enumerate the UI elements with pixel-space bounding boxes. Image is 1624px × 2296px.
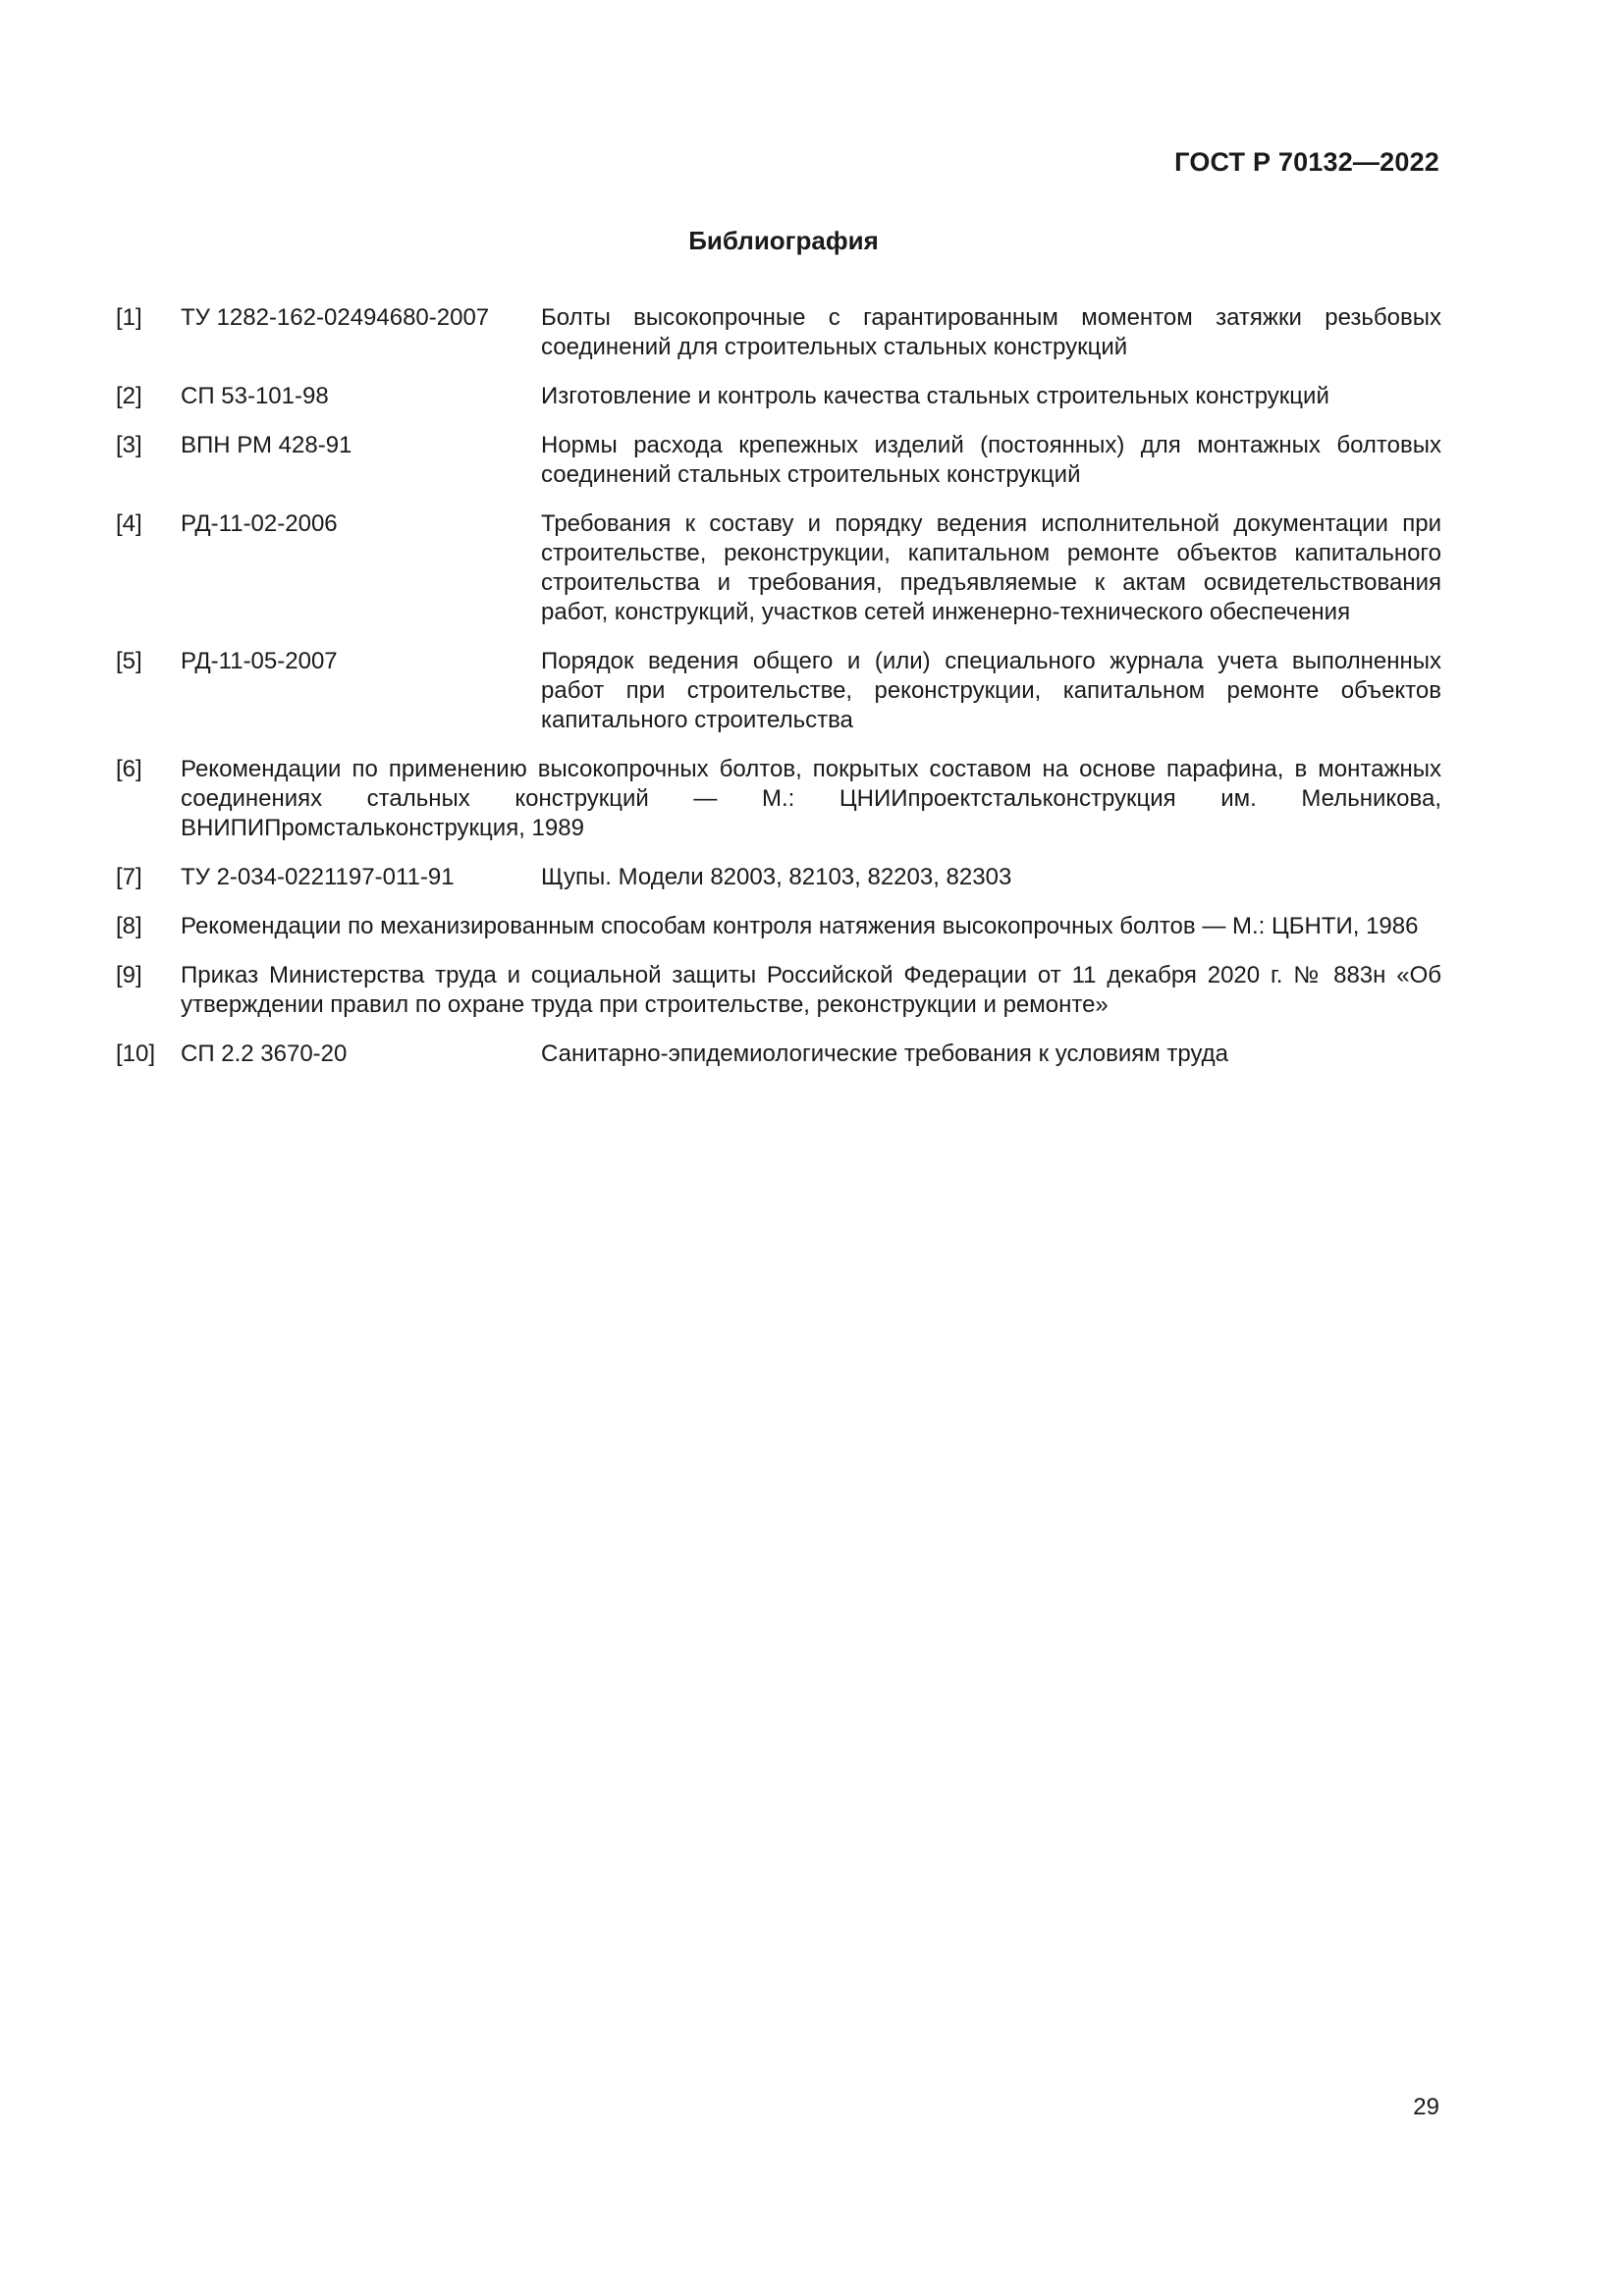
entry-number: [1] xyxy=(116,304,142,331)
bibliography-entry xyxy=(116,509,1441,627)
entry-text: Приказ Министерства труда и социальной защиты Российской Федерации от 11 декабря 2020 г. № 883н «Об утверждении правил по охране труда при строительстве, реконструкции и ремонте» xyxy=(181,962,1441,1018)
entry-code: ТУ 2-034-0221197-011-91 xyxy=(181,864,455,890)
entry-number: [9] xyxy=(116,962,142,988)
entry-text: Рекомендации по механизированным способам контроля натяжения высокопрочных болтов — М.: ЦБНТИ, 1986 xyxy=(181,913,1419,939)
entry-number: [4] xyxy=(116,510,142,537)
entry-text: Порядок ведения общего и (или) специального журнала учета выполненных работ при строительстве, реконструкции, капитальном ремонте объектов капитального строительства xyxy=(541,648,1441,733)
entry-number: [5] xyxy=(116,648,142,674)
section-title: Библиография xyxy=(688,226,879,255)
entry-text: Нормы расхода крепежных изделий (постоянных) для монтажных болтовых соединений стальных строительных конструкций xyxy=(541,432,1441,488)
entry-number: [10] xyxy=(116,1041,156,1067)
bibliography-entry xyxy=(116,647,1441,735)
entry-code: СП 2.2 3670-20 xyxy=(181,1041,348,1067)
entry-text: Рекомендации по применению высокопрочных болтов, покрытых составом на основе парафина, в монтажных соединениях стальных конструкций — М.: ЦНИИпроектстальконструкция им. Мельникова, ВНИПИПромстальконструкция, 1989 xyxy=(181,756,1441,841)
entry-number: [7] xyxy=(116,864,142,890)
standard-code: ГОСТ Р 70132—2022 xyxy=(1174,147,1439,177)
entry-text: Болты высокопрочные с гарантированным моментом затяжки резьбовых соединений для строительных стальных конструкций xyxy=(541,304,1441,360)
entry-code: СП 53-101-98 xyxy=(181,383,329,409)
bibliography-entry xyxy=(116,912,1441,941)
entry-text: Щупы. Модели 82003, 82103, 82203, 82303 xyxy=(541,864,1012,890)
entry-number: [3] xyxy=(116,432,142,458)
bibliography-entry xyxy=(116,755,1441,843)
bibliography-entry xyxy=(116,863,1441,892)
entry-text: Санитарно-эпидемиологические требования к условиям труда xyxy=(541,1041,1229,1067)
entry-number: [8] xyxy=(116,913,142,939)
entry-text: Требования к составу и порядку ведения исполнительной документации при строительстве, реконструкции, капитальном ремонте объектов капитального строительства и требования, предъявляемые к актам освидетельствования работ, конструкций, участков сетей инженерно-технического обеспечения xyxy=(541,510,1441,625)
entry-code: ТУ 1282-162-02494680-2007 xyxy=(181,304,490,331)
bibliography-entry xyxy=(116,961,1441,1020)
entry-text: Изготовление и контроль качества стальных строительных конструкций xyxy=(541,383,1329,409)
bibliography-list xyxy=(116,303,1441,1089)
entry-number: [2] xyxy=(116,383,142,409)
entry-code: РД-11-02-2006 xyxy=(181,510,338,537)
bibliography-entry xyxy=(116,303,1441,362)
entry-number: [6] xyxy=(116,756,142,782)
page-number: 29 xyxy=(1413,2094,1439,2120)
entry-code: РД-11-05-2007 xyxy=(181,648,338,674)
entry-code: ВПН РМ 428-91 xyxy=(181,432,352,458)
bibliography-entry xyxy=(116,382,1441,411)
bibliography-entry xyxy=(116,431,1441,490)
bibliography-entry xyxy=(116,1040,1441,1069)
